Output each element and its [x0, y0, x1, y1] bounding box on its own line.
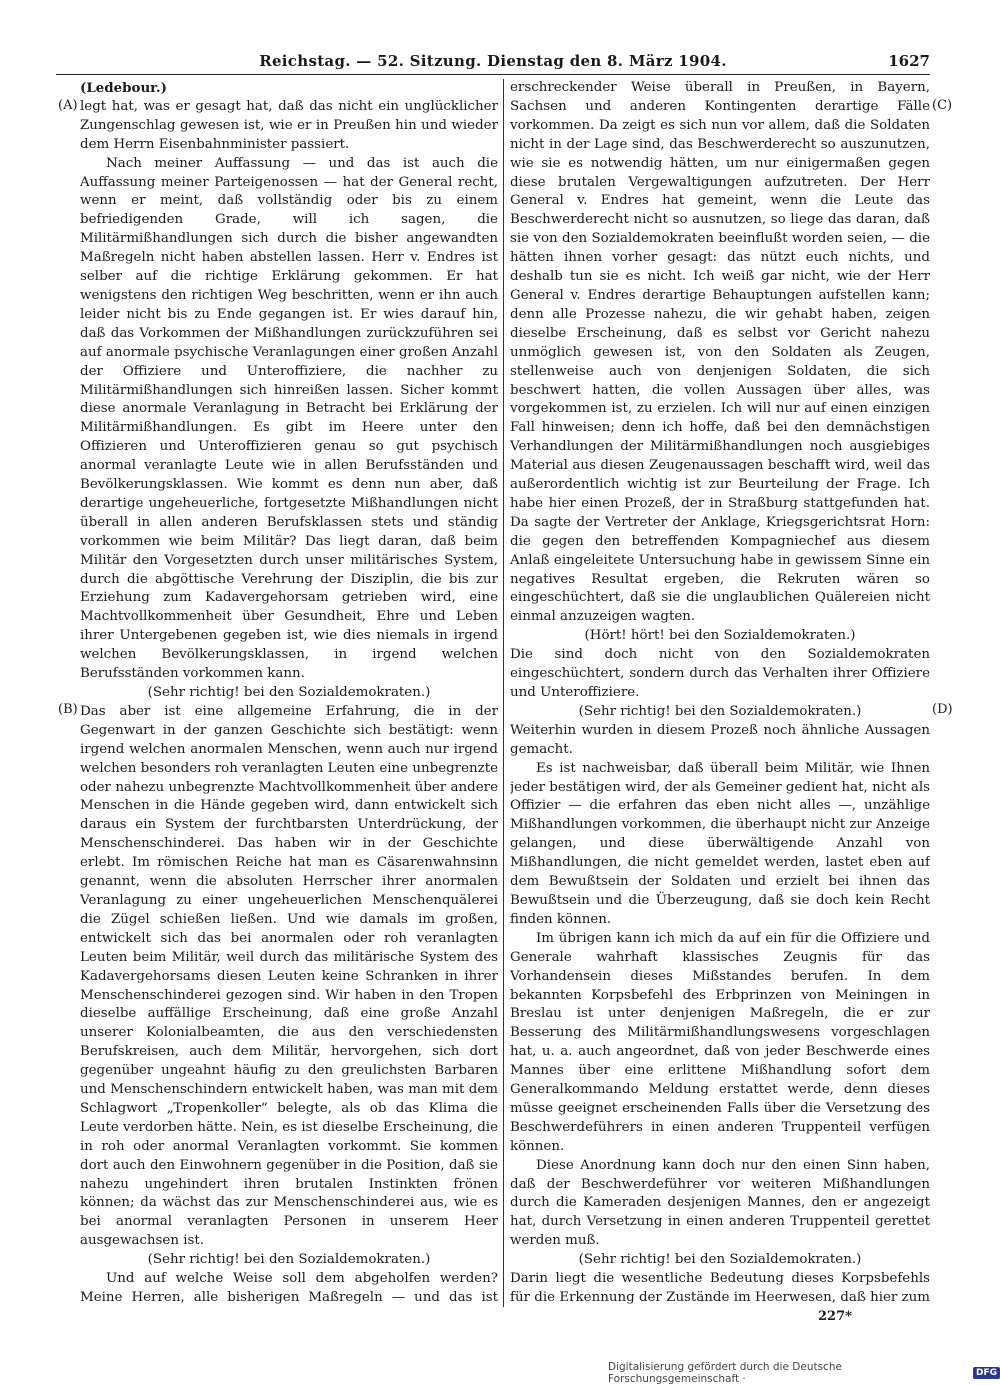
- page-number: 1627: [888, 52, 930, 70]
- paragraph: Weiterhin wurden in diesem Prozeß noch ähnliche Aussagen gemacht.: [510, 722, 930, 757]
- paragraph: Das aber ist eine allgemeine Erfahrung, die in der Gegenwart in der ganzen Geschichte sich bestätigt: wenn irgend welchen anormalen Menschen, wenn auch nur irgend welchen besonders roh veranlagten Leuten eine unbegrenzte oder nahezu unbegrenzte Machtvollkommenheit über andere Menschen in die Hände gegeben wird, dann entwickelt sich daraus ein System der furchtbarsten Unterdrückung, der Menschenschinderei. Das haben wir in der Geschichte erlebt. Im römischen Reiche hat man es Cäsarenwahnsinn genannt, wenn die absoluten Herrscher ihrer anormalen Veranlagung zu einer ungeheuerlichen Menschenquälerei die Zügel schießen ließen. Und wie damals im großen, entwickelt sich das bei anormalen oder roh veranlagten Leuten beim Militär, weil durch das militärische System des Kadavergehorsams diesen Leuten keine Schranken in ihrer Menschenschinderei gezogen sind. Wir haben in den Tropen dieselbe auffällige Erscheinung, daß eine große Anzahl unserer Kolonialbeamten, die aus den verschiedensten Berufskreisen, auch dem Militär, hervorgehen, sich dort gegenüber ungeahnt häufig zu den greulichsten Barbaren und Menschenschindern entwickelt haben, was man mit dem Schlagwort „Tropenkoller“ belegte, als ob das Klima die Leute verdorben hätte. Nein, es ist dieselbe Erscheinung, die in roh oder anormal Veranlagten vorkommt. Sie kommen dort auch den Einwohnern gegenüber in die Position, daß sie nahezu ungehindert ihren brutalen Instinkten frönen können; da wächst das zur Menschenschinderei aus, wie es bei anormal veranlagten Personen in unserem Heer ausgewachsen ist.: [80, 703, 498, 1249]
- paragraph: Nach meiner Auffassung — und das ist auch die Auffassung meiner Parteigenossen — hat der General recht, wenn er meint, daß vollständig oder bis zu einem befriedigenden Grade, will ich sagen, die Militärmißhandlungen sich durch die bisher angewandten Maßregeln nicht haben abstellen lassen. Herr v. Endres ist selber auf die richtige Erklärung gekommen. Er hat wenigstens den richtigen Weg beschritten, wenn er ihn auch leider nicht bis zu Ende gegangen ist. Er wies darauf hin, daß das Vorkommen der Mißhandlungen zurückzuführen sei auf anormale psychische Veranlagungen einer großen Anzahl der Offiziere und Unteroffiziere, die nachher zu Militärmißhandlungen sich hinreißen lassen. Sicher kommt diese anormale Veranlagung in Betracht bei Erklärung der Militärmißhandlungen. Es gibt im Heere unter den Offizieren und Unteroffizieren genau so gut psychisch anormal veranlagte Leute wie in allen Berufsständen und Bevölkerungsklassen. Wie kommt es denn nun aber, daß derartige ungeheuerliche, fortgesetzte Mißhandlungen nicht überall in allen anderen Berufsklassen stets und ständig vorkommen wie beim Militär? Das liegt daran, daß beim Militär den Vorgesetzten durch unser militärisches System, durch die abgöttische Verehrung der Disziplin, die bis zur Erziehung zum Kadavergehorsam getrieben wird, eine Machtvollkommenheit über Gesundheit, Ehre und Leben ihrer Untergebenen gegeben ist, wie dies niemals in irgend welchen Bevölkerungsklassen, in irgend welchen Berufsständen vorkommen kann.: [80, 155, 498, 682]
- speaker-name: (Ledebour.): [80, 80, 168, 96]
- dfg-logo: DFG: [973, 1367, 1000, 1379]
- margin-letter-c: (C): [932, 98, 953, 113]
- left-column: [80, 79, 498, 1309]
- paragraph: legt hat, was er gesagt hat, daß das nicht ein unglücklicher Zungenschlag gewesen ist, wie er in Preußen hin und wieder dem Herrn Eisenbahnminister passiert.: [80, 98, 498, 152]
- column-rule: [503, 79, 504, 1307]
- digitization-credit: [608, 1361, 1000, 1385]
- right-column: [510, 79, 930, 1309]
- interjection: (Sehr richtig! bei den Sozialdemokraten.): [578, 1252, 862, 1268]
- margin-letter-d: (D): [932, 702, 953, 717]
- paragraph: Diese Anordnung kann doch nur den einen Sinn haben, daß der Beschwerdeführer vor weiteren Mißhandlungen durch die Kameraden desjenigen Mannes, den er angezeigt hat, durch Versetzung in einen anderen Truppenteil gerettet werden muß.: [510, 1157, 930, 1249]
- page-header: [56, 52, 930, 76]
- margin-letter-b: (B): [58, 702, 78, 717]
- paragraph: Und auf welche Weise soll dem abgeholfen werden? Meine Herren, alle bisherigen Maßregeln — und das ist: [80, 1271, 498, 1305]
- interjection: (Sehr richtig! bei den Sozialdemokraten.): [578, 703, 862, 719]
- paragraph: Die sind doch nicht von den Sozialdemokraten eingeschüchtert, sondern durch das Verhalten ihrer Offiziere und Unteroffiziere.: [510, 647, 930, 700]
- interjection: (Sehr richtig! bei den Sozialdemokraten.): [147, 1252, 431, 1268]
- running-title: Reichstag. — 52. Sitzung. Dienstag den 8. März 1904.: [259, 52, 727, 70]
- header-rule: [56, 74, 930, 75]
- signature-mark: 227*: [818, 1309, 852, 1324]
- margin-letter-a: (A): [58, 98, 78, 113]
- paragraph: erschreckender Weise überall in Preußen, in Bayern, Sachsen und anderen Kontingenten derartige Fälle vorkommen. Da zeigt es sich nun vor allem, daß die Soldaten nicht in der Lage sind, das Beschwerderecht so auszunutzen, wie sie es notwendig hätten, um nur einigermaßen gegen diese brutalen Vergewaltigungen aufzutreten. Der Herr General v. Endres hat gemeint, wenn die Leute das Beschwerderecht nicht so ausnutzen, so liege das daran, daß sie von den Sozialdemokraten beeinflußt worden seien, — die hätten ihnen vorher gesagt: das nützt euch nichts, und deshalb tun sie es nicht. Ich weiß gar nicht, wie der Herr General v. Endres derartige Behauptungen aufstellen kann; denn alle Prozesse nahezu, die wir gehabt haben, zeigen dieselbe Erscheinung, daß es selbst vor Gericht nahezu unmöglich gewesen ist, von den Soldaten als Zeugen, stellenweise auch von denjenigen Soldaten, die sich beschwert hatten, die vollen Aussagen über alles, was vorgekommen ist, zu erzielen. Ich will nur auf einen einzigen Fall hinweisen; denn ich hoffe, daß bei den demnächstigen Verhandlungen der Militärmißhandlungen noch ausgiebiges Material aus diesen Zeugenaussagen beschafft wird, weil das außerordentlich wichtig ist zur Beurteilung der Frage. Ich habe hier einen Prozeß, der in Straßburg stattgefunden hat. Da sagte der Vertreter der Anklage, Kriegsgerichtsrat Horn: die gegen den betreffenden Kompagniechef aus diesem Anlaß eingeleitete Untersuchung habe in gewissem Sinne ein negatives Resultat ergeben, die Rekruten wären so eingeschüchtert, daß sie die unglaublichen Quälereien nicht einmal anzuzeigen wagten.: [510, 80, 930, 625]
- paragraph: Darin liegt die wesentliche Bedeutung dieses Korpsbefehls für die Erkennung der Zustände im Heerwesen, daß hier zum: [510, 1271, 930, 1305]
- paragraph: Im übrigen kann ich mich da auf ein für die Offiziere und Generale wahrhaft klassisches Zeugnis für das Vorhandensein dieses Mißstandes berufen. In dem bekannten Korpsbefehl des Erbprinzen von Meiningen in Breslau ist unter denjenigen Maßregeln, die er zur Besserung des Militärmißhandlungswesens vorgeschlagen hat, u. a. auch angeordnet, daß von jeder Beschwerde eines Mannes über eine erlittene Mißhandlung sofort dem Generalkommando Meldung erstattet werde, denn dieses müsse geeignet erscheinenden Falls über die Versetzung des Beschwerdeführers in einen anderen Truppenteil verfügen können.: [510, 930, 930, 1154]
- credit-text: Digitalisierung gefördert durch die Deutsche Forschungsgemeinschaft ·: [608, 1361, 842, 1385]
- interjection: (Sehr richtig! bei den Sozialdemokraten.): [147, 685, 431, 700]
- interjection: (Hört! hört! bei den Sozialdemokraten.): [584, 628, 856, 644]
- paragraph: Es ist nachweisbar, daß überall beim Militär, wie Ihnen jeder bestätigen wird, der als Gemeiner gedient hat, nicht als Offizier — die erfahren das eben nicht alles —, unzählige Mißhandlungen vorkommen, die überhaupt nicht zur Anzeige gelangen, und diese überwältigende Anzahl von Mißhandlungen, die nicht gemeldet werden, lastet eben auf dem Bewußtsein der Soldaten und erzielt bei ihnen das Bewußtsein und die Überzeugung, daß sie doch kein Recht finden können.: [510, 760, 930, 927]
